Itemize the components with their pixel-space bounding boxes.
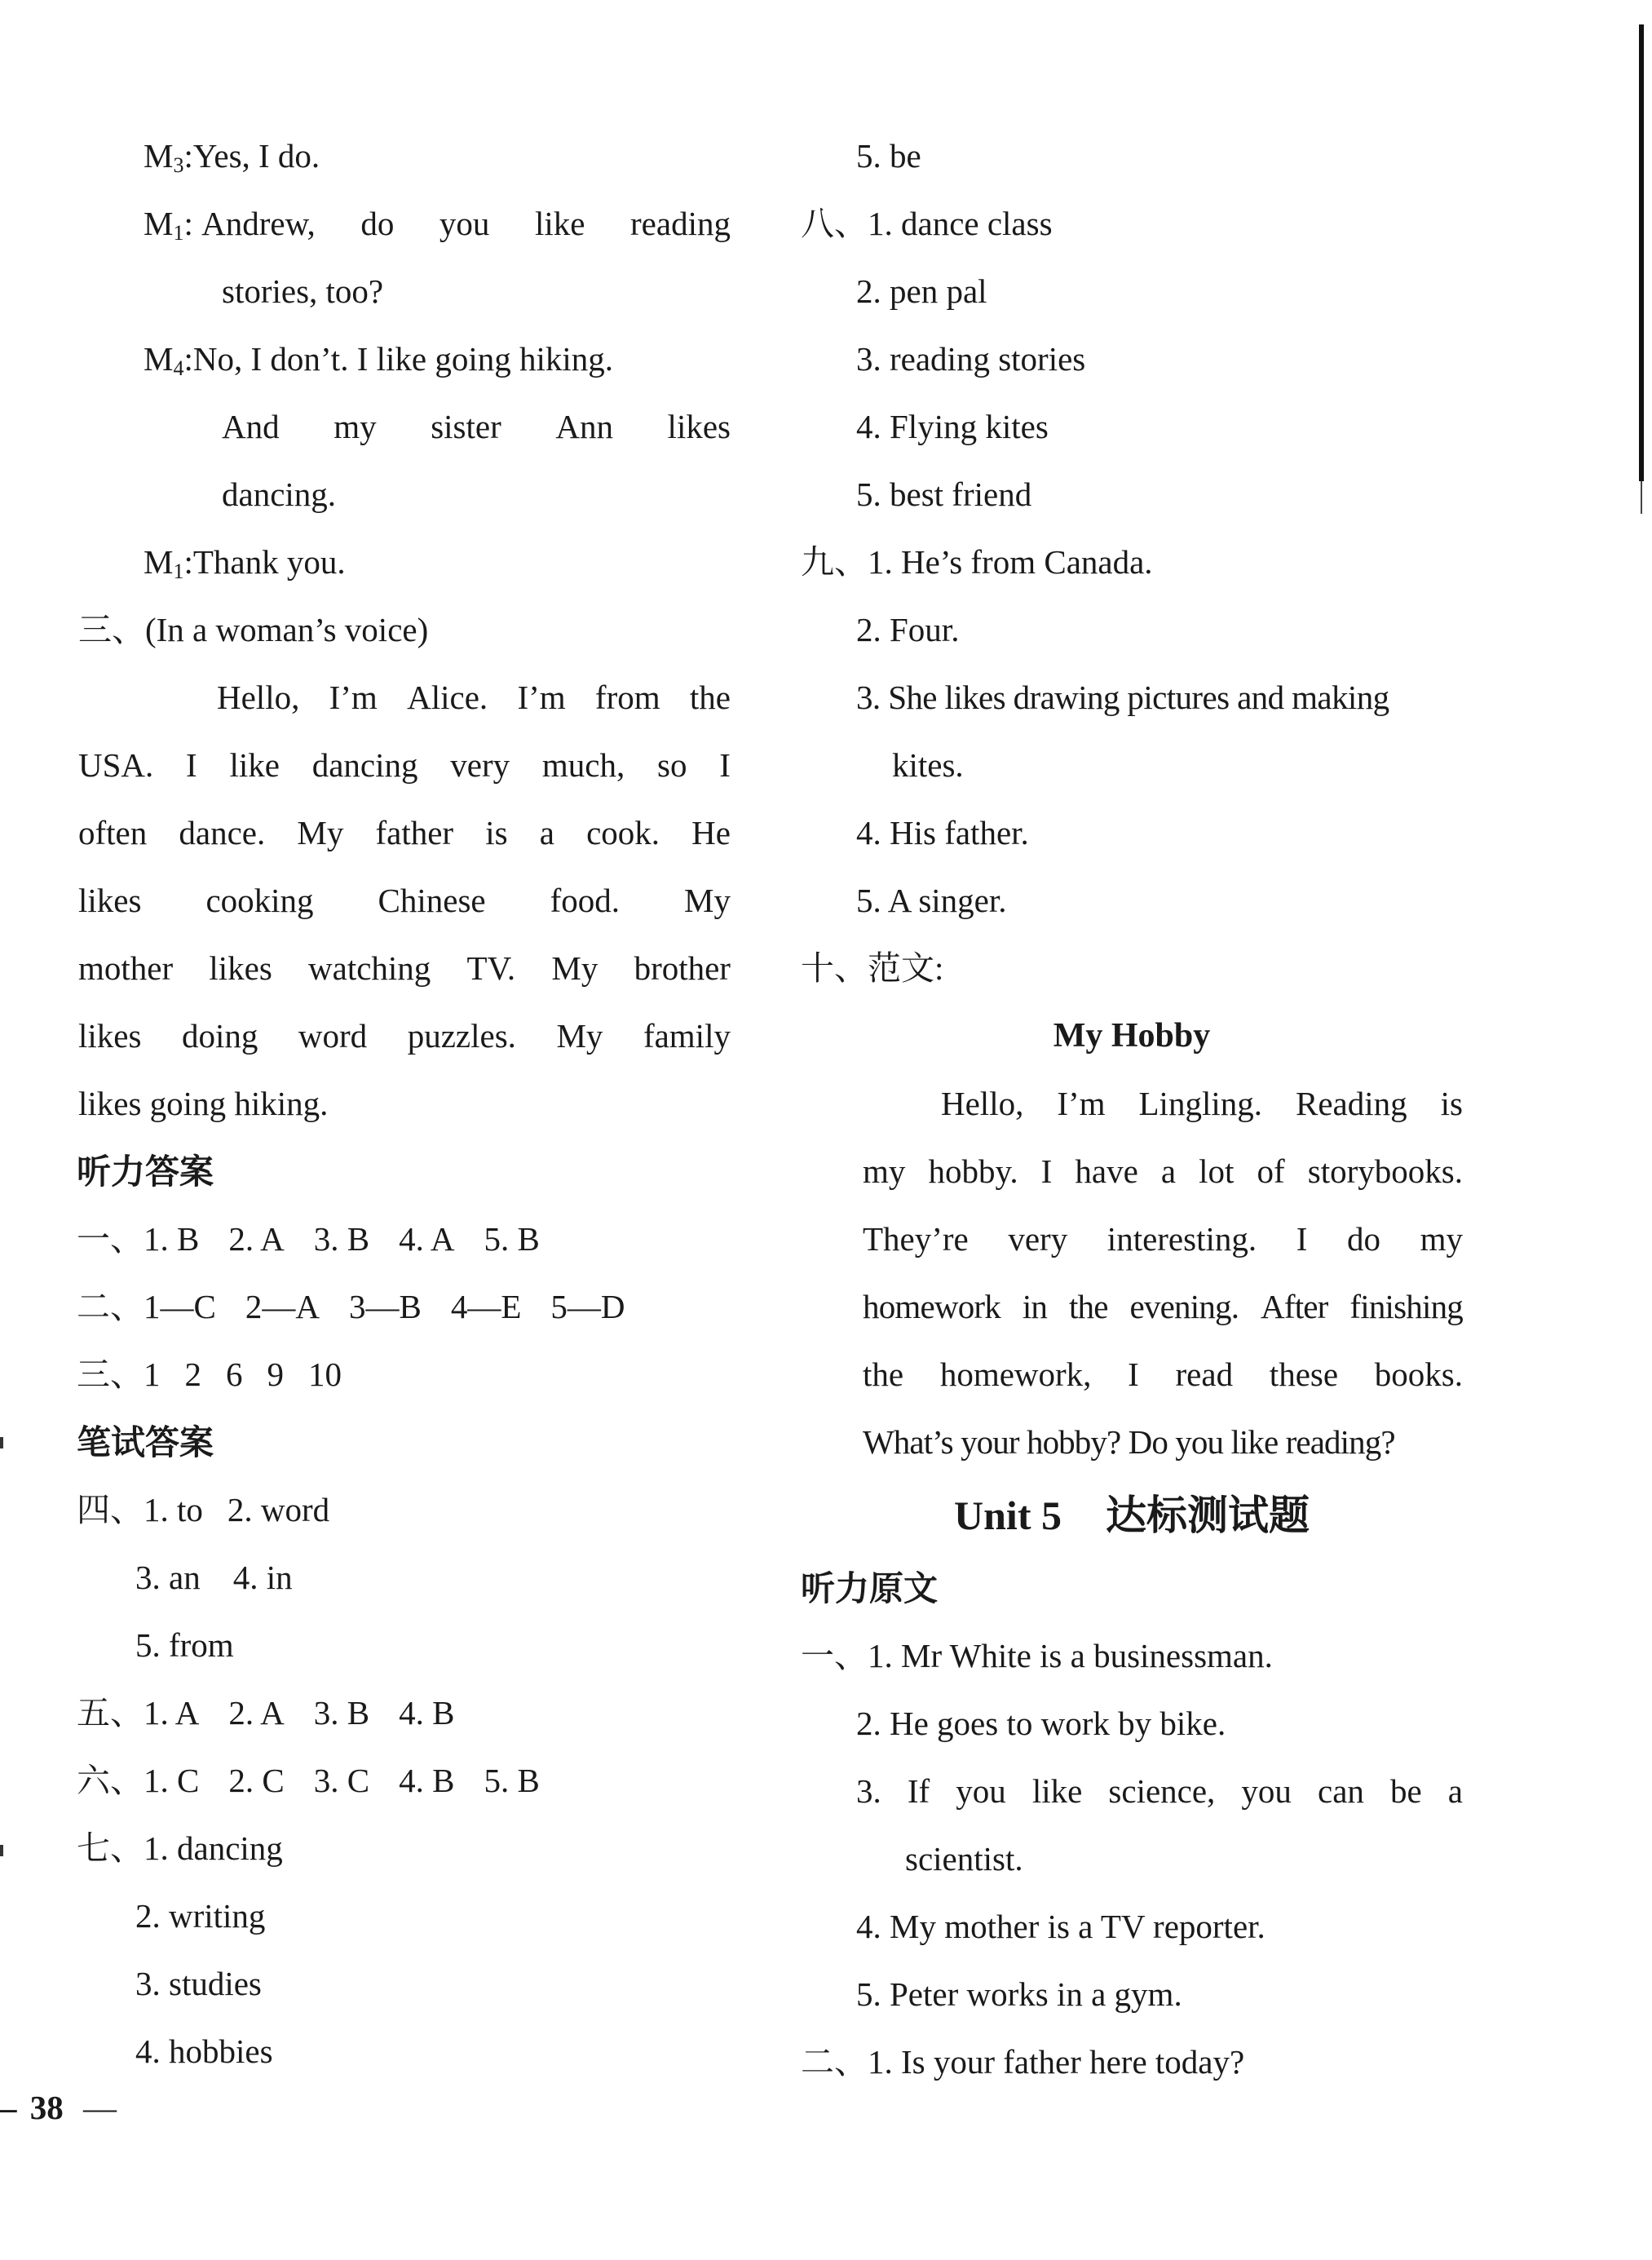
dialogue-text: Thank you. bbox=[192, 543, 346, 581]
essay-line bbox=[801, 1273, 1463, 1341]
answer-row: 2. pen pal bbox=[856, 272, 987, 310]
answer-row bbox=[801, 1758, 1463, 1825]
section-prefix: 一、 bbox=[77, 1220, 144, 1258]
word: brother bbox=[634, 949, 731, 987]
word: be bbox=[1390, 1772, 1422, 1810]
page-footer bbox=[0, 2088, 117, 2127]
word: I bbox=[719, 746, 731, 784]
answer-item: 1 bbox=[144, 1356, 161, 1393]
paragraph-line bbox=[78, 1002, 731, 1070]
word: Andrew, bbox=[201, 205, 316, 242]
word: from bbox=[594, 679, 660, 716]
word: is bbox=[485, 814, 508, 851]
answer-item: 3. B bbox=[313, 1694, 370, 1731]
word: like bbox=[229, 746, 280, 784]
word: likes bbox=[78, 1017, 142, 1055]
answer-item: 5. B bbox=[484, 1220, 540, 1258]
answer-item: 2 bbox=[184, 1356, 201, 1393]
word: Chinese bbox=[378, 882, 486, 919]
unit-title: Unit 5 达标测试题 bbox=[954, 1492, 1310, 1539]
word: interesting. bbox=[1106, 1220, 1257, 1258]
word: My bbox=[551, 949, 599, 987]
word: storybooks. bbox=[1307, 1152, 1463, 1190]
word: father bbox=[375, 814, 454, 851]
page-number: 38 bbox=[29, 2089, 64, 2126]
dialogue-line bbox=[78, 325, 731, 393]
word: My bbox=[684, 882, 731, 919]
section-prefix: 三、 bbox=[77, 1356, 144, 1393]
word: do bbox=[360, 205, 395, 242]
word: If bbox=[907, 1772, 930, 1810]
binding-rule-tail bbox=[1641, 481, 1642, 514]
word: is bbox=[1440, 1085, 1463, 1122]
dialogue-continuation: dancing. bbox=[222, 475, 337, 513]
answer-row: 3. reading stories bbox=[856, 340, 1086, 378]
word: word bbox=[298, 1017, 368, 1055]
answer-row: 八、1. dance class bbox=[801, 190, 1463, 258]
section-prefix: 六、 bbox=[77, 1762, 144, 1799]
section-heading: 十、范文: bbox=[801, 949, 944, 987]
word: the bbox=[863, 1356, 904, 1393]
word: I’m bbox=[329, 679, 378, 716]
paragraph-line bbox=[78, 732, 731, 799]
word: reading bbox=[630, 205, 731, 242]
word: often bbox=[78, 814, 148, 851]
answer-item: 1. C bbox=[144, 1762, 200, 1799]
section-prefix: 九、 bbox=[801, 543, 868, 581]
answer-row: 5. A singer. bbox=[856, 882, 1007, 919]
answer-row: 3. studies bbox=[135, 1965, 262, 2002]
answer-item: 3. C bbox=[313, 1762, 370, 1799]
answer-item: 1. B bbox=[144, 1220, 200, 1258]
word: watching bbox=[308, 949, 431, 987]
word: in bbox=[1022, 1288, 1048, 1325]
word: puzzles. bbox=[407, 1017, 516, 1055]
answer-item: 6 bbox=[226, 1356, 243, 1393]
speaker-m4: $M_4$: bbox=[144, 340, 193, 380]
word: I bbox=[186, 746, 197, 784]
word: USA. bbox=[78, 746, 154, 784]
margin-mark bbox=[0, 1845, 3, 1856]
word: They’re bbox=[863, 1220, 969, 1258]
essay-line: What’s your hobby? Do you like reading? bbox=[863, 1423, 1395, 1461]
dialogue-text: No, I don’t. I like going hiking. bbox=[192, 340, 613, 378]
answer-row: 2. Four. bbox=[856, 611, 960, 648]
answer-row: kites. bbox=[892, 746, 964, 784]
right-column bbox=[801, 122, 1463, 2096]
word: my bbox=[863, 1152, 906, 1190]
answer-item: 3. B bbox=[313, 1220, 370, 1258]
answer-row: 4. My mother is a TV reporter. bbox=[856, 1908, 1266, 1945]
word: very bbox=[450, 746, 510, 784]
answer-row bbox=[77, 1341, 731, 1409]
dialogue-line bbox=[78, 122, 731, 190]
answer-row: 七、1. dancing bbox=[77, 1815, 731, 1882]
word: doing bbox=[181, 1017, 258, 1055]
footer-dash: — bbox=[83, 2089, 117, 2126]
word: lot bbox=[1199, 1152, 1235, 1190]
word: books. bbox=[1374, 1356, 1463, 1393]
word: science, bbox=[1108, 1772, 1216, 1810]
answer-item: 2. A bbox=[228, 1220, 285, 1258]
word: like bbox=[534, 205, 585, 242]
answer-row: 4. His father. bbox=[856, 814, 1029, 851]
paragraph-line: likes going hiking. bbox=[78, 1085, 329, 1122]
word: you bbox=[439, 205, 490, 242]
word: Reading bbox=[1295, 1085, 1407, 1122]
word: My bbox=[556, 1017, 603, 1055]
answer-row: 5. Peter works in a gym. bbox=[856, 1975, 1182, 2013]
answer-row bbox=[77, 1205, 731, 1273]
answer-row: 九、1. He’s from Canada. bbox=[801, 529, 1463, 596]
word: I bbox=[1040, 1152, 1053, 1190]
word: He bbox=[691, 814, 731, 851]
word: Alice. bbox=[407, 679, 488, 716]
footer-dash: – bbox=[0, 2089, 17, 2126]
word: homework bbox=[863, 1288, 1000, 1325]
answer-item: 2. C bbox=[228, 1762, 285, 1799]
word: Hello, bbox=[217, 679, 300, 716]
word: have bbox=[1075, 1152, 1138, 1190]
word: likes bbox=[78, 882, 142, 919]
dialogue-continuation bbox=[78, 393, 731, 461]
paragraph-line bbox=[78, 664, 731, 732]
word: Hello, bbox=[941, 1085, 1024, 1122]
answer-row: 5. be bbox=[856, 137, 921, 175]
dialogue-line bbox=[78, 529, 731, 596]
section-prefix: 一、 bbox=[801, 1637, 868, 1674]
word: can bbox=[1318, 1772, 1364, 1810]
word: the bbox=[689, 679, 731, 716]
answer-row: 4. hobbies bbox=[135, 2032, 273, 2070]
word: evening. bbox=[1129, 1288, 1239, 1325]
word: Ann bbox=[555, 408, 613, 445]
answer-item: 1. A bbox=[144, 1694, 200, 1731]
answer-row bbox=[77, 1273, 731, 1341]
answer-item: 5. B bbox=[484, 1762, 540, 1799]
answer-row: 3. an 4. in bbox=[135, 1559, 293, 1596]
word: Lingling. bbox=[1138, 1085, 1262, 1122]
word: dance. bbox=[179, 814, 266, 851]
dialogue-text bbox=[201, 190, 731, 258]
answer-row: 四、1. to 2. word bbox=[77, 1476, 731, 1544]
word: very bbox=[1008, 1220, 1068, 1258]
answer-item: 9 bbox=[267, 1356, 284, 1393]
word: sister bbox=[431, 408, 501, 445]
word: TV. bbox=[466, 949, 516, 987]
answer-item: 10 bbox=[308, 1356, 342, 1393]
section-prefix: 二、 bbox=[77, 1288, 144, 1325]
answer-row bbox=[77, 1679, 731, 1747]
word: of bbox=[1257, 1152, 1285, 1190]
word: 3. bbox=[856, 1772, 881, 1810]
answer-row: 2. He goes to work by bike. bbox=[856, 1705, 1226, 1742]
section-prefix: 七、 bbox=[77, 1829, 144, 1867]
answer-row: 2. writing bbox=[135, 1897, 266, 1935]
word: the bbox=[1068, 1288, 1108, 1325]
word: a bbox=[1160, 1152, 1177, 1190]
answer-item: 3—B bbox=[348, 1288, 422, 1325]
word: cooking bbox=[205, 882, 314, 919]
left-column bbox=[78, 122, 731, 2085]
paragraph-line bbox=[78, 867, 731, 935]
answer-row: 二、1. Is your father here today? bbox=[801, 2028, 1463, 2096]
word: so bbox=[657, 746, 687, 784]
word: I’m bbox=[517, 679, 566, 716]
word: dancing bbox=[311, 746, 418, 784]
word: likes bbox=[667, 408, 731, 445]
word: finishing bbox=[1349, 1288, 1463, 1325]
essay-line bbox=[801, 1138, 1463, 1205]
word: cook. bbox=[586, 814, 660, 851]
listening-answers-heading: 听力答案 bbox=[77, 1152, 214, 1192]
answer-item: 4—E bbox=[450, 1288, 522, 1325]
section-prefix: 五、 bbox=[77, 1694, 144, 1731]
paragraph-line bbox=[78, 935, 731, 1002]
speaker-m1: $M_1$: bbox=[144, 205, 202, 245]
dialogue-continuation: stories, too? bbox=[222, 272, 384, 310]
essay-line bbox=[801, 1070, 1463, 1138]
answer-row: 4. Flying kites bbox=[856, 408, 1049, 445]
word: hobby. bbox=[928, 1152, 1018, 1190]
dialogue-text: Yes, I do. bbox=[192, 137, 320, 175]
answer-row: 5. from bbox=[135, 1626, 234, 1664]
paragraph-line bbox=[78, 799, 731, 867]
answer-item: 4. B bbox=[399, 1762, 455, 1799]
word: like bbox=[1031, 1772, 1083, 1810]
section-heading: 三、(In a woman’s voice) bbox=[78, 611, 429, 648]
word: family bbox=[643, 1017, 731, 1055]
answer-row bbox=[77, 1747, 731, 1815]
word: I bbox=[1296, 1220, 1308, 1258]
answer-row: scientist. bbox=[905, 1840, 1023, 1877]
word: food. bbox=[550, 882, 621, 919]
answer-item: 4. A bbox=[399, 1220, 455, 1258]
word: do bbox=[1346, 1220, 1380, 1258]
answer-item: 2. A bbox=[228, 1694, 285, 1731]
word: mother bbox=[78, 949, 174, 987]
word: these bbox=[1269, 1356, 1339, 1393]
section-prefix: 四、 bbox=[77, 1491, 144, 1528]
dialogue-line bbox=[78, 190, 731, 258]
word: homework, bbox=[939, 1356, 1092, 1393]
word: a bbox=[539, 814, 554, 851]
written-answers-heading: 笔试答案 bbox=[77, 1422, 214, 1462]
word: my bbox=[1420, 1220, 1463, 1258]
essay-line bbox=[801, 1205, 1463, 1273]
answer-row: 5. best friend bbox=[856, 475, 1032, 513]
word: And bbox=[222, 408, 280, 445]
word: likes bbox=[209, 949, 272, 987]
essay-title: My Hobby bbox=[1053, 1017, 1211, 1055]
word: read bbox=[1175, 1356, 1234, 1393]
answer-row: 3. She likes drawing pictures and making bbox=[856, 679, 1389, 716]
answer-item: 2—A bbox=[245, 1288, 320, 1325]
word: much, bbox=[541, 746, 625, 784]
answer-item: 5—D bbox=[550, 1288, 625, 1325]
answer-row: 一、1. Mr White is a businessman. bbox=[801, 1622, 1463, 1690]
speaker-m1: $M_1$: bbox=[144, 543, 193, 583]
word: you bbox=[956, 1772, 1006, 1810]
answer-item: 1—C bbox=[144, 1288, 216, 1325]
listening-text-heading: 听力原文 bbox=[801, 1568, 939, 1608]
word: After bbox=[1261, 1288, 1328, 1325]
binding-rule bbox=[1639, 24, 1644, 481]
section-prefix: 八、 bbox=[801, 205, 868, 242]
essay-line bbox=[801, 1341, 1463, 1409]
word: my bbox=[333, 408, 377, 445]
word: a bbox=[1447, 1772, 1463, 1810]
speaker-m3: $M_3$: bbox=[144, 137, 193, 177]
section-prefix: 二、 bbox=[801, 2043, 868, 2081]
answer-item: 4. B bbox=[399, 1694, 455, 1731]
word: I’m bbox=[1057, 1085, 1106, 1122]
word: My bbox=[297, 814, 344, 851]
word: I bbox=[1128, 1356, 1139, 1393]
word: you bbox=[1241, 1772, 1292, 1810]
margin-mark bbox=[0, 1437, 3, 1448]
